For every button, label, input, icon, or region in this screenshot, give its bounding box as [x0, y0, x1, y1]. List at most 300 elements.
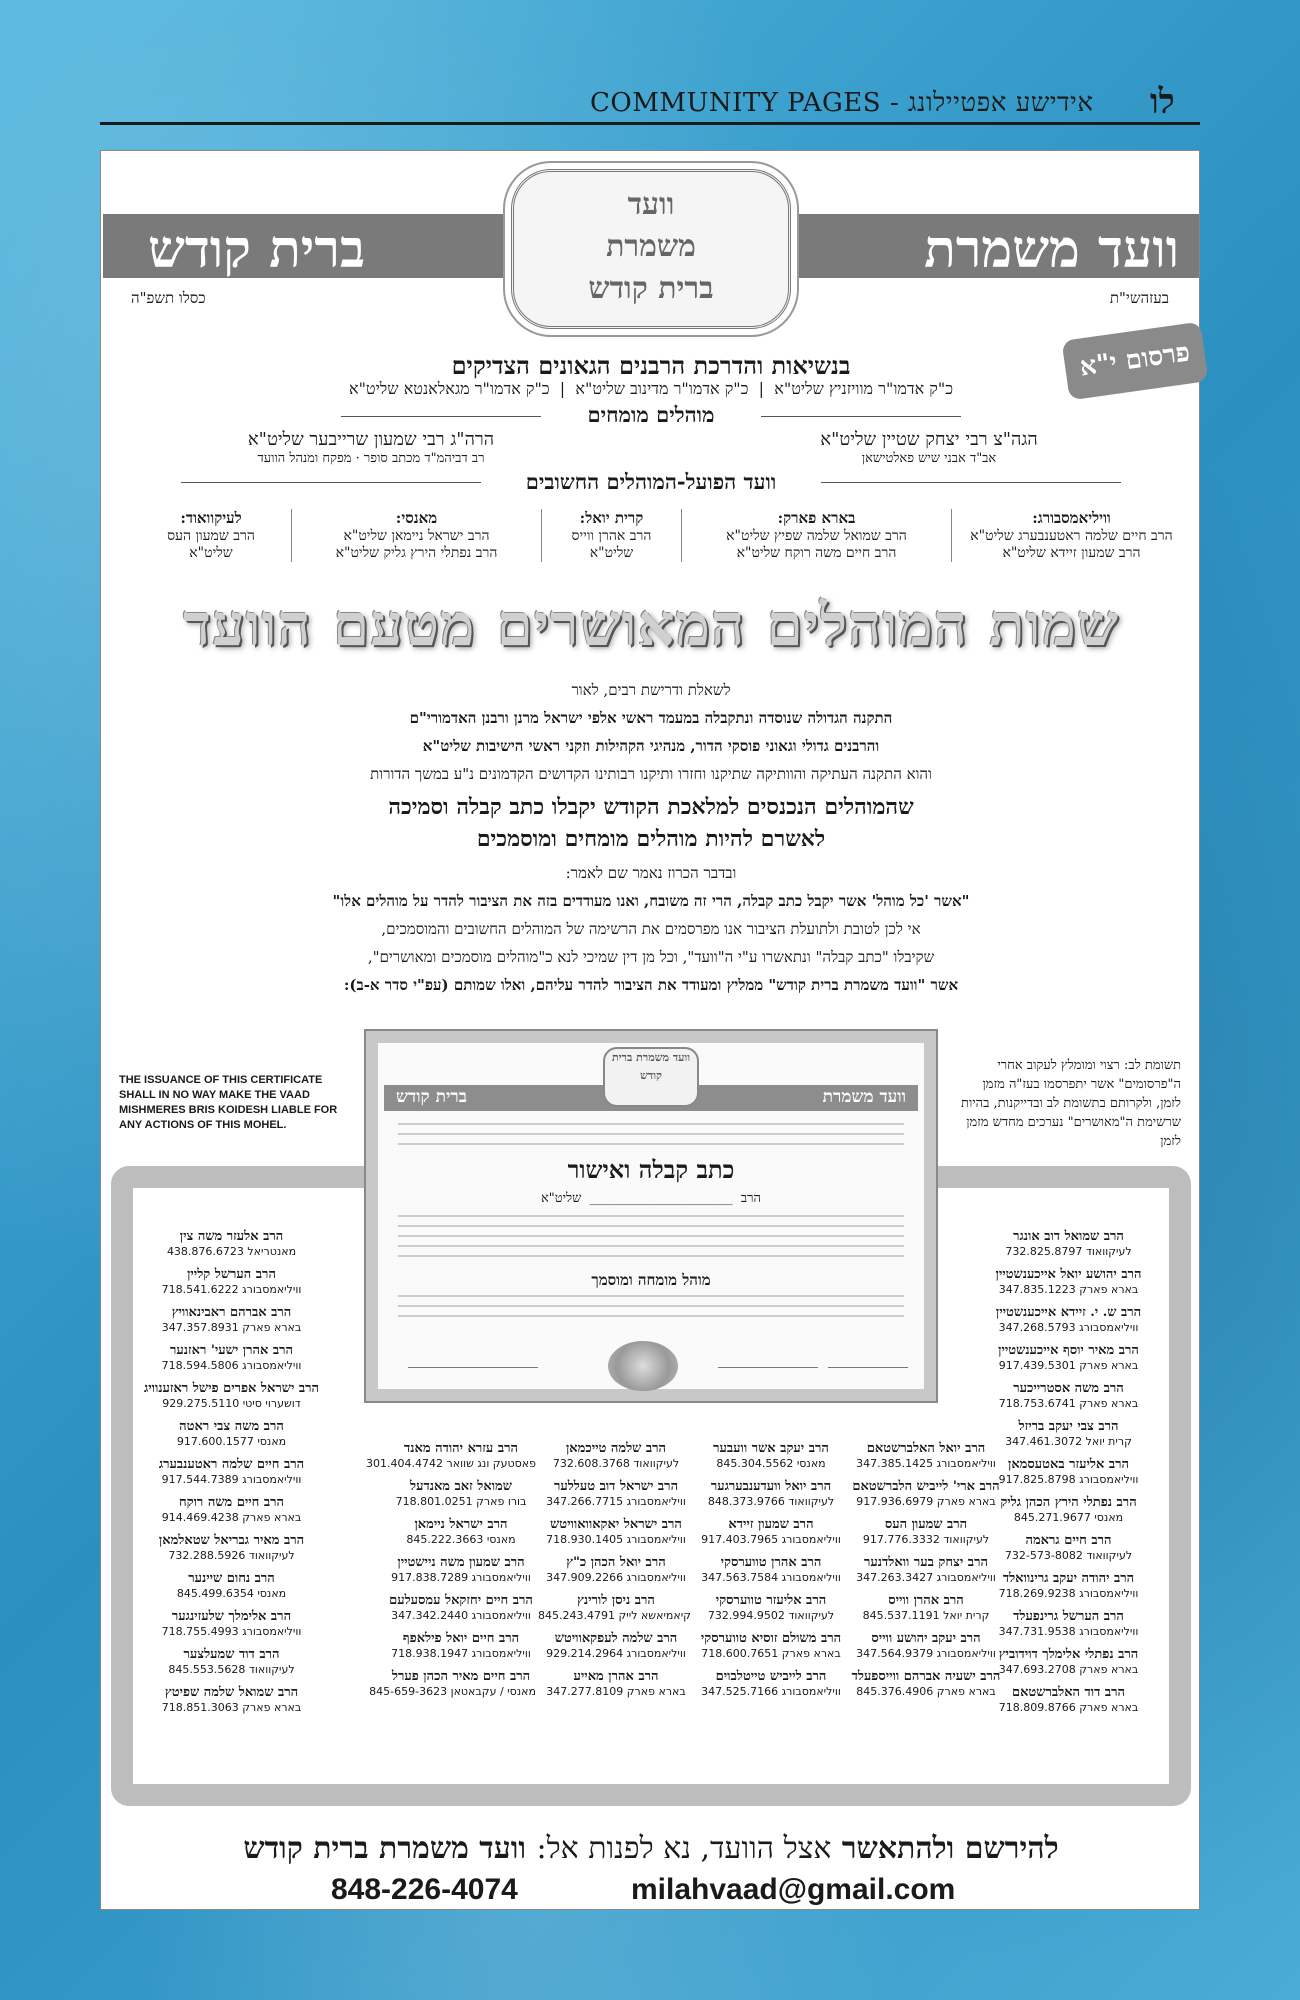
mohel-area: מאנסי [796, 1457, 826, 1470]
mohel-phone-area [851, 1609, 1001, 1623]
body-line: והרבנים גדולי וגאוני פוסקי הדור, מנהיגי הקהילות וזקני ראשי הישיבות שליט"א [422, 737, 880, 755]
borough-name: מאנסי: [395, 509, 438, 527]
mohel-entry [541, 1517, 691, 1555]
mohel-phone[interactable]: 347.525.7166 [701, 1685, 779, 1698]
mohel-phone-area [851, 1685, 1001, 1699]
mohel-phone-area [119, 1321, 344, 1335]
body-line: שקיבלו "כתב קבלה" ונתאשרו ע"י ה"וועד", וכל מן דין שמיכי לנא כ"מוהלים מוסמכים ומאושרים", [367, 948, 935, 966]
mohel-name: הרב שמואל שלמה שפיטץ [164, 1685, 299, 1700]
mohel-phone-area [119, 1511, 344, 1525]
mohel-area: קרית יואל [1085, 1435, 1132, 1448]
mohel-area: וויליאמסבורג [242, 1359, 302, 1372]
mohel-phone-area [956, 1245, 1181, 1259]
body-line: התקנה הגדולה שנוסדה ונתקבלה במעמד ראשי אלפי ישראל מרנן ורבנן האדמורי"ם [409, 709, 893, 727]
borough-group [681, 509, 951, 562]
mohel-name: הרב נפתלי אלימלך דוידוביץ [998, 1647, 1139, 1662]
mohel-area: וויליאמסבורג [781, 1533, 841, 1546]
mohel-phone[interactable]: 917.544.7389 [161, 1473, 239, 1486]
attention-notice: תשומת לב: רצוי ומומלץ לעקוב אחרי ה"פרסומים" אשר יתפרסמו בעז"ה מזמן לזמן, ולקרותם בתשומת לב ובדייקנות, בהיות שרשימת ה"מאושרים" נערכים מחדש מזמן לזמן [961, 1058, 1181, 1149]
mohel-entry [119, 1343, 344, 1381]
mohel-entry [696, 1517, 846, 1555]
mohel-name: הרב יעקב יהושע ווייס [871, 1631, 981, 1646]
registration-text: אצל הוועד, נא לפנות אל: [536, 1831, 832, 1866]
mohel-area: לעיקוואוד [788, 1495, 835, 1508]
borough-mohel: הרב שמעון העס [167, 528, 255, 544]
mohel-phone-area [956, 1283, 1181, 1297]
mohel-area: וויליאמסבורג [242, 1473, 302, 1486]
mohel-phone[interactable]: 347.277.8109 [546, 1685, 624, 1698]
expert-name: הגה"צ רבי יצחק שטיין שליט"א [820, 429, 1038, 450]
mohel-entry [386, 1479, 536, 1517]
mohel-phone[interactable]: 718.541.6222 [161, 1283, 239, 1296]
mohel-phone-area [119, 1397, 344, 1411]
borough-mohel: שליט"א [189, 545, 233, 561]
presidency-item: כ"ק אדמו"ר מוויזניץ שליט"א [774, 379, 954, 398]
mohel-name: הרב יצחק בער וואלדנער [864, 1555, 988, 1570]
body-line: והוא התקנה העתיקה והוותיקה שתיקנו וחזרו ותיקנו רבותינו הקדושים הקדמונים נ"ע במשך הדורות [370, 765, 932, 783]
mohel-phone[interactable]: 917.776.3332 [862, 1533, 940, 1546]
mohel-entry [119, 1381, 344, 1419]
mohel-phone[interactable]: 929.214.2964 [546, 1647, 624, 1660]
certificate-sample [366, 1031, 936, 1401]
mohel-phone-area [386, 1495, 536, 1509]
emblem-line: משמרת [606, 229, 696, 264]
mohel-phone[interactable]: 917.936.6979 [856, 1495, 934, 1508]
borough-mohel: הרב ישראל ניימאן שליט"א [343, 528, 490, 544]
mohel-name: הרב לייביש טייטלבוים [715, 1669, 827, 1684]
mohel-phone[interactable]: 718.594.5806 [161, 1359, 239, 1372]
body-headline: שהמוהלים הנכנסים למלאכת הקודש יקבלו כתב קבלה וסמיכה [388, 794, 914, 820]
certificate-seal [608, 1341, 678, 1391]
mohel-phone-area [119, 1663, 344, 1677]
mohel-phone-area [541, 1647, 691, 1661]
mohel-phone-area [119, 1625, 344, 1639]
mohel-phone[interactable]: 718.269.9238 [998, 1587, 1076, 1600]
mohel-phone[interactable]: 301.404.4742 [366, 1457, 444, 1470]
mohel-phone-area [541, 1457, 691, 1471]
mohel-phone[interactable]: 347.731.9538 [998, 1625, 1076, 1638]
contact-phone[interactable]: 848-226-4074 [331, 1873, 518, 1906]
certificate-title: כתב קבלה ואישור [567, 1155, 735, 1184]
mohel-phone[interactable]: 718.851.3063 [161, 1701, 239, 1714]
mohel-name: הרב אהרן ווייס [888, 1593, 964, 1608]
committee-title: וועד הפועל-המוהלים החשובים [525, 469, 777, 494]
mohel-phone[interactable]: 347.263.3427 [856, 1571, 934, 1584]
mohel-area: בארא פארק [242, 1511, 302, 1524]
mohel-entry [119, 1229, 344, 1267]
expert-mohel [181, 429, 561, 466]
expert-name: הרה"ג רבי שמעון שרייבער שליט"א [247, 429, 495, 450]
certificate-emblem: וועד משמרת ברית קודש [603, 1047, 699, 1107]
mohel-name: הרב שמעון העס [884, 1517, 968, 1532]
borough-mohel: הרב אהרן ווייס [571, 528, 652, 544]
emblem-line: וועד [627, 187, 675, 222]
mohalim-column [851, 1441, 1001, 1707]
mohel-entry [696, 1441, 846, 1479]
mohel-area: בארא פארק [626, 1685, 686, 1698]
mohel-area: בארא פארק [936, 1685, 996, 1698]
mohel-phone-area [541, 1685, 691, 1699]
mohel-name: הרב יואל הכהן כ"ץ [566, 1555, 666, 1570]
mohel-phone[interactable]: 718.801.0251 [395, 1495, 473, 1508]
mohel-name: הרב יהודה יעקב גרינוואלד [1002, 1571, 1135, 1586]
mohel-phone[interactable]: 718.930.1405 [546, 1533, 624, 1546]
presidency-item: כ"ק אדמו"ר מגאלאנטא שליט"א [348, 379, 550, 398]
mohel-area: וויליאמסבורג [626, 1647, 686, 1660]
borough-mohel: הרב חיים שלמה ראטענבערג שליט"א [970, 528, 1173, 544]
mohel-entry [541, 1479, 691, 1517]
borough-name: קרית יואל: [579, 509, 644, 527]
borough-name: וויליאמסבורג: [1032, 509, 1111, 527]
certificate-banner-left: ברית קודש [396, 1087, 467, 1107]
mohel-phone[interactable]: 917.825.8798 [998, 1473, 1076, 1486]
mohel-name: הרב חיים יחזקאל עמסעלעם [389, 1593, 533, 1608]
mohel-entry [696, 1631, 846, 1669]
mohel-phone[interactable]: 718.755.4993 [161, 1625, 239, 1638]
signature-line [828, 1348, 908, 1368]
mohel-name: הרב נפתלי הירץ הכהן גליק [1000, 1495, 1137, 1510]
mohel-name: הרב ישעיה אברהם ווייספעלד [851, 1669, 1001, 1684]
borough-mohel: הרב נפתלי הירץ גליק שליט"א [335, 545, 498, 561]
mohel-name: הרב יואל האלברשטאם [866, 1441, 986, 1456]
mohel-area: בארא פארק [781, 1647, 841, 1660]
mohel-phone[interactable]: 845.553.5628 [168, 1663, 246, 1676]
mohel-name: הרב מאיר יוסף אייכענשטיין [998, 1343, 1139, 1358]
mohel-phone-area [386, 1609, 536, 1623]
mohel-area: בארא פארק [1079, 1359, 1139, 1372]
mohel-area: וויליאמסבורג [1079, 1321, 1139, 1334]
mohel-name: הרב ש. י. זיידא אייכענשטיין [995, 1305, 1142, 1320]
presidency-list: כ"ק אדמו"ר מוויזניץ שליט"א | כ"ק אדמו"ר מדינוב שליט"א | כ"ק אדמו"ר מגאלאנטא שליט"א [348, 379, 954, 398]
mohel-phone[interactable]: 347.385.1425 [856, 1457, 934, 1470]
mohel-name: הרב ישראל אפרים פישל ראזענוויג [143, 1381, 320, 1396]
mohel-phone-area [119, 1587, 344, 1601]
mohel-area: וויליאמסבורג [781, 1571, 841, 1584]
announcement-sheet [100, 150, 1200, 1910]
mohel-phone-area [956, 1359, 1181, 1373]
borough-mohel: הרב חיים משה רוקח שליט"א [736, 545, 897, 561]
mohel-name: הרב אהרן מאייע [573, 1669, 659, 1684]
body-headline: לאשרם להיות מוהלים מומחים ומוסמכים [476, 826, 826, 852]
mohel-phone[interactable]: 347.357.8931 [161, 1321, 239, 1334]
mohel-entry [369, 1669, 536, 1707]
mohel-phone[interactable]: 845.271.9677 [1013, 1511, 1091, 1524]
mohel-phone-area [696, 1609, 846, 1623]
body-line: ובדבר הכרוז נאמר שם לאמר: [565, 864, 737, 882]
issue-badge: פרסום י"א [1062, 322, 1209, 401]
mohel-name: הרב יהושע יואל אייכענשטיין [995, 1267, 1142, 1282]
mohel-area: לעיקוואוד [248, 1549, 295, 1562]
mohel-entry [851, 1517, 1001, 1555]
mohel-name: הרב משה צבי ראטה [179, 1419, 284, 1434]
header-rule [100, 122, 1200, 125]
borough-name: לעיקוואוד: [180, 509, 242, 527]
mohel-area: וויליאמסבורג [936, 1571, 996, 1584]
mohel-area: בארא פארק [1079, 1397, 1139, 1410]
boroughs-row [111, 509, 1191, 562]
mohel-entry [541, 1631, 691, 1669]
mohel-entry [541, 1555, 691, 1593]
mohel-name: הרב ישראל יאקאוואוויטש [550, 1517, 682, 1532]
mohel-phone[interactable]: 347.342.2440 [391, 1609, 469, 1622]
mohel-area: וויליאמסבורג [471, 1609, 531, 1622]
mohel-entry [851, 1669, 1001, 1707]
mohel-phone-area [369, 1685, 536, 1699]
mohel-phone[interactable]: 718.753.6741 [998, 1397, 1076, 1410]
mohel-phone-area [119, 1245, 344, 1259]
mohel-area: מאנסי [1094, 1511, 1124, 1524]
mohel-phone-area [956, 1321, 1181, 1335]
mohel-entry [119, 1609, 344, 1647]
mohel-entry [119, 1685, 344, 1723]
mohel-area: וויליאמסבורג [936, 1457, 996, 1470]
mohel-name: הרב מאיר גבריאל שטאלמאן [158, 1533, 305, 1548]
mohel-phone[interactable]: 845.222.3663 [406, 1533, 484, 1546]
mohel-area: מאנסי / עקבאטאן [450, 1685, 536, 1698]
mohel-phone[interactable]: 718.809.8766 [998, 1701, 1076, 1714]
mohel-phone-area [386, 1571, 536, 1585]
mohel-name: הרב אליעזר באטעסמאן [1008, 1457, 1129, 1472]
mohel-phone-area [851, 1533, 1001, 1547]
presidency-title: בנשיאות והדרכת הרבנים הגאונים הצדיקים [451, 351, 851, 380]
mohel-name: הרב עזרא יהודה מאנד [404, 1441, 518, 1456]
mohel-entry [956, 1305, 1181, 1343]
borough-group [541, 509, 681, 562]
mohel-phone-area [851, 1647, 1001, 1661]
mohel-entry [119, 1457, 344, 1495]
mohel-phone-area [537, 1609, 691, 1623]
borough-mohel: הרב שמעון זיידא שליט"א [1002, 545, 1141, 561]
mohel-phone-area [119, 1701, 344, 1715]
mohel-name: הרב חיים שלמה ראטענבערג [158, 1457, 305, 1472]
mohel-name: הרב חיים גראמה [1025, 1533, 1112, 1548]
mohalim-column [696, 1441, 846, 1707]
mohel-phone-area [386, 1533, 536, 1547]
registration-bold: להירשם ולהתאשר [841, 1831, 1059, 1866]
mohel-area: וויליאמסבורג [1079, 1473, 1139, 1486]
mohel-area: וויליאמסבורג [471, 1571, 531, 1584]
mohel-entry [537, 1593, 691, 1631]
mohel-phone-area [119, 1549, 344, 1563]
borough-mohel: שליט"א [589, 545, 634, 561]
mohel-area: לעיקוואוד [248, 1663, 295, 1676]
mohel-name: הרב ניסן לורינץ [577, 1593, 655, 1608]
banner-right-text: וועד משמרת [924, 219, 1179, 280]
borough-group [291, 509, 541, 562]
mohel-entry [119, 1533, 344, 1571]
mohel-entry [119, 1305, 344, 1343]
mohel-name: הרב הערשל קליין [187, 1267, 276, 1282]
bezh-label: בעזהשי"ת [1109, 289, 1169, 307]
mohel-entry [696, 1555, 846, 1593]
mohel-area: וויליאמסבורג [1079, 1625, 1139, 1638]
mohel-name: הרב ישראל דוב טעללער [553, 1479, 679, 1494]
mohel-phone-area [119, 1435, 344, 1449]
presidency-item: כ"ק אדמו"ר מדינוב שליט"א [575, 379, 749, 398]
mohel-name: הרב אלימלך שלעזינגער [171, 1609, 292, 1624]
mohel-phone[interactable]: 917.439.5301 [998, 1359, 1076, 1372]
mohel-phone[interactable]: 438.876.6723 [166, 1245, 244, 1258]
mohel-phone[interactable]: 845.376.4906 [856, 1685, 934, 1698]
mohel-phone[interactable]: 347.909.2266 [546, 1571, 624, 1584]
mohel-phone[interactable]: 845.537.1191 [862, 1609, 940, 1622]
mohel-phone-area [696, 1685, 846, 1699]
mohel-name: הרב שלמה טייכמאן [565, 1441, 667, 1456]
borough-name: בארא פארק: [777, 509, 856, 527]
mohel-entry [386, 1555, 536, 1593]
mohel-phone[interactable]: 732-573-8082 [1004, 1549, 1083, 1562]
mohel-phone-area [541, 1533, 691, 1547]
borough-group [131, 509, 291, 562]
mohel-area: בארא פארק [242, 1321, 302, 1334]
mohel-area: לעיקוואוד [788, 1609, 835, 1622]
mohalim-column-left [119, 1229, 344, 1723]
mohel-area: דושערוי סיטי [242, 1397, 301, 1410]
mohel-entry [696, 1479, 846, 1517]
mohel-area: בארא פארק [1079, 1663, 1139, 1676]
mohel-name: הרב דוד שמעלצער [183, 1647, 280, 1662]
mohel-phone-area [696, 1533, 846, 1547]
experts-title: מוהלים מומחים [587, 402, 715, 427]
body-line: אי לכן לטובת ולתועלת הציבור אנו מפרסמים את הרשימה של המוהלים החשובים והמוסמכים, [381, 920, 921, 938]
emblem-line: ברית קודש [588, 271, 714, 306]
mohel-phone[interactable]: 845.304.5562 [716, 1457, 794, 1470]
registration-line [101, 1831, 1201, 1866]
mohel-phone[interactable]: 732.288.5926 [168, 1549, 246, 1562]
mohel-entry [119, 1419, 344, 1457]
mohel-area: וויליאמסבורג [242, 1283, 302, 1296]
mohel-entry [386, 1593, 536, 1631]
mohel-phone[interactable]: 845.499.6354 [176, 1587, 254, 1600]
mohel-area: וויליאמסבורג [242, 1625, 302, 1638]
mohel-area: מאנסי [257, 1435, 287, 1448]
mohel-name: הרב חיים יואל פילאפף [402, 1631, 520, 1646]
mohel-entry [851, 1631, 1001, 1669]
mohel-area: לעיקוואוד [1086, 1549, 1133, 1562]
mohel-phone-area [851, 1457, 1001, 1471]
mohel-phone-area [851, 1495, 1001, 1509]
mohel-phone-area [119, 1283, 344, 1297]
mohel-phone-area [119, 1359, 344, 1373]
mohel-entry [956, 1343, 1181, 1381]
mohel-phone[interactable]: 718.600.7651 [701, 1647, 779, 1660]
mohel-area: וויליאמסבורג [1079, 1587, 1139, 1600]
shlita-label: שליט"א [541, 1191, 582, 1206]
mohel-entry [386, 1517, 536, 1555]
mohel-phone[interactable]: 347.266.7715 [546, 1495, 624, 1508]
expert-title: אב"ד אבני שיש פאלטישאן [861, 451, 997, 466]
mohel-phone[interactable]: 917.838.7289 [391, 1571, 469, 1584]
mohel-name: הרב ארי' לייביש הלברשטאם [852, 1479, 1000, 1494]
contact-email[interactable]: milahvaad@gmail.com [631, 1873, 956, 1906]
mohel-area: בארא פארק [242, 1701, 302, 1714]
mohel-area: בארא פארק [936, 1495, 996, 1508]
mohel-entry [696, 1593, 846, 1631]
signature-line [718, 1348, 818, 1368]
mohel-phone-area [696, 1457, 846, 1471]
mohel-entry [119, 1571, 344, 1609]
mohel-phone[interactable]: 347.461.3072 [1005, 1435, 1083, 1448]
mohel-area: קרית יואל [943, 1609, 990, 1622]
mohel-area: בארא פארק [1079, 1701, 1139, 1714]
mohel-phone[interactable]: 347.563.7584 [701, 1571, 779, 1584]
mohel-entry [956, 1229, 1181, 1267]
mohel-phone[interactable]: 347.564.9379 [856, 1647, 934, 1660]
mohel-phone[interactable]: 732.994.9502 [707, 1609, 785, 1622]
mohel-phone[interactable]: 845-659-3623 [369, 1685, 448, 1698]
mohel-area: קיאמיאשא לייק [618, 1609, 691, 1622]
mohel-entry [956, 1381, 1181, 1419]
mohel-name: הרב אברהם ראבינאוויץ [171, 1305, 292, 1320]
section-title: COMMUNITY PAGES - אידישע אפטיילונג [590, 88, 1094, 118]
mohel-phone-area [956, 1397, 1181, 1411]
mohel-phone-area [366, 1457, 536, 1471]
mohel-area: בורו פארק [476, 1495, 527, 1508]
mohel-phone[interactable]: 917.600.1577 [176, 1435, 254, 1448]
mohel-name: הרב צבי יעקב בריזל [1018, 1419, 1119, 1434]
mohel-phone-area [696, 1571, 846, 1585]
mohel-phone[interactable]: 732.608.3768 [552, 1457, 630, 1470]
mohel-phone-area [696, 1647, 846, 1661]
mohel-area: וויליאמסבורג [626, 1495, 686, 1508]
mohel-name: הרב אהרן ישעי' ראזנער [170, 1343, 293, 1358]
mohel-name: הרב אליעזר טווערסקי [715, 1593, 827, 1608]
mohel-entry [541, 1669, 691, 1707]
mohel-phone[interactable]: 718.938.1947 [391, 1647, 469, 1660]
mohel-name: הרב משה אסטרייכער [1013, 1381, 1124, 1396]
mohel-name: הרב משולם זוסיא טווערסקי [700, 1631, 842, 1646]
rav-label: הרב [740, 1191, 761, 1206]
mohel-phone[interactable]: 347.693.2708 [998, 1663, 1076, 1676]
mohel-entry [851, 1555, 1001, 1593]
signature-line [408, 1348, 538, 1368]
page-number: לו [1150, 82, 1175, 122]
mohel-name: הרב שמעון משה ניישטיין [397, 1555, 525, 1570]
expert-mohel [759, 429, 1099, 466]
borough-group [951, 509, 1191, 562]
body-line: "אשר 'כל מוהל' אשר יקבל כתב קבלה, הרי זה משובח, ואנו מעודדים בזה את הציבור להדר על מוהלים אלו" [332, 892, 970, 910]
mohel-phone[interactable]: 845.243.4791 [537, 1609, 615, 1622]
mohel-entry [366, 1441, 536, 1479]
mohel-phone[interactable]: 347.268.5793 [998, 1321, 1076, 1334]
mohel-name: הרב אהרן טווערסקי [720, 1555, 822, 1570]
mohel-area: וויליאמסבורג [626, 1533, 686, 1546]
mohel-area: מאנסי [486, 1533, 516, 1546]
mohel-phone[interactable]: 347.835.1223 [998, 1283, 1076, 1296]
registration-org: וועד משמרת ברית קודש [243, 1831, 527, 1866]
mohel-name: הרב שמואל דוב אונגר [1013, 1229, 1124, 1244]
mohel-name: הרב אלעזר משה צין [179, 1229, 284, 1244]
mohel-name: הרב דוד האלברשטאם [1011, 1685, 1126, 1700]
mohel-area: וויליאמסבורג [781, 1685, 841, 1698]
mohel-phone[interactable]: 732.825.8797 [1005, 1245, 1083, 1258]
mohel-entry [541, 1441, 691, 1479]
mohel-phone[interactable]: 848.373.9766 [707, 1495, 785, 1508]
mohel-entry [386, 1631, 536, 1669]
mohel-name: הרב שלמה לעפקאוויטש [554, 1631, 678, 1646]
mohel-entry [119, 1267, 344, 1305]
mohel-phone-area [386, 1647, 536, 1661]
banner-left-text: ברית קודש [148, 219, 366, 280]
mohel-phone[interactable]: 929.275.5110 [162, 1397, 240, 1410]
mohel-phone[interactable]: 914.469.4238 [161, 1511, 239, 1524]
mohel-phone[interactable]: 917.403.7965 [701, 1533, 779, 1546]
expert-title: רב דביהמ"ד מכתב סופר · מפקח ומנהל הוועד [257, 451, 485, 466]
mohel-name: הרב חיים מאיר הכהן פערל [391, 1669, 531, 1684]
hebrew-date: כסלו תשפ"ה [131, 289, 206, 307]
mohel-name: הרב יעקב אשר וועבער [713, 1441, 829, 1456]
mohel-area: מאנסי [257, 1587, 287, 1600]
